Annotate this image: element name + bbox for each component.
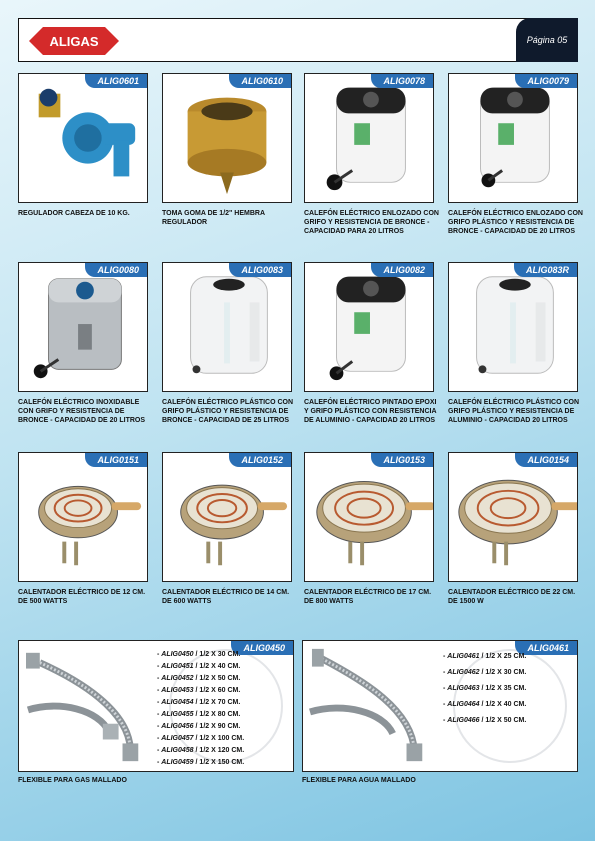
product-code: ALIG0080 <box>85 263 147 277</box>
product-code: ALIG0082 <box>371 263 433 277</box>
hose-spec: 1/2 X 70 CM. <box>199 699 241 706</box>
hose-list-item: - ALIG0462 / 1/2 X 30 CM. <box>443 669 527 676</box>
product-card <box>18 262 148 392</box>
product-caption: CALEFÓN ELÉCTRICO INOXIDABLE CON GRIFO Y RESISTENCIA DE BRONCE - CAPACIDAD DE 20 LITROS <box>18 399 146 424</box>
product-card <box>162 452 292 582</box>
product-code: ALIG0151 <box>85 453 147 467</box>
product-code: ALIG0610 <box>229 74 291 88</box>
product-code: ALIG083R <box>514 263 577 277</box>
hose-list-item: - ALIG0457 / 1/2 X 100 CM. <box>157 735 245 742</box>
product-image <box>305 263 433 391</box>
product-caption: CALEFÓN ELÉCTRICO PLÁSTICO CON GRIFO PLÁSTICO Y RESISTENCIA DE BRONCE - CAPACIDAD DE 25 LITROS <box>162 399 294 424</box>
product-code: ALIG0079 <box>515 74 577 88</box>
gas-hose-panel <box>18 640 294 772</box>
hose-list-item: - ALIG0452 / 1/2 X 50 CM. <box>157 675 241 682</box>
hose-list-item: - ALIG0450 / 1/2 X 30 CM. <box>157 651 241 658</box>
product-image <box>449 453 577 581</box>
product-code: ALIG0461 <box>515 641 577 655</box>
hose-spec: 1/2 X 100 CM. <box>199 735 245 742</box>
hose-spec: 1/2 X 25 CM. <box>485 653 527 660</box>
water-hose-image <box>303 641 577 771</box>
product-caption: CALENTADOR ELÉCTRICO DE 14 CM. DE 600 WATTS <box>162 589 290 605</box>
hose-code: ALIG0451 <box>161 663 194 670</box>
hose-spec: 1/2 X 60 CM. <box>199 687 241 694</box>
hose-code: ALIG0456 <box>161 723 194 730</box>
product-image <box>19 74 147 202</box>
product-code: ALIG0152 <box>229 453 291 467</box>
hose-list-item: - ALIG0463 / 1/2 X 35 CM. <box>443 685 527 692</box>
hose-spec: 1/2 X 90 CM. <box>199 723 241 730</box>
product-image <box>305 453 433 581</box>
product-caption: CALENTADOR ELÉCTRICO DE 22 CM. DE 1500 W <box>448 589 576 605</box>
product-image <box>19 263 147 391</box>
hose-code: ALIG0462 <box>447 669 480 676</box>
hose-list-item: - ALIG0454 / 1/2 X 70 CM. <box>157 699 241 706</box>
product-image <box>163 74 291 202</box>
hose-code: ALIG0461 <box>447 653 480 660</box>
hose-spec: 1/2 X 50 CM. <box>485 717 527 724</box>
product-code: ALIG0153 <box>371 453 433 467</box>
product-image <box>449 74 577 202</box>
hose-spec: 1/2 X 40 CM. <box>485 701 527 708</box>
aligas-logo <box>29 27 119 55</box>
product-caption: REGULADOR CABEZA DE 10 KG. <box>18 210 130 217</box>
hose-list-item: - ALIG0456 / 1/2 X 90 CM. <box>157 723 241 730</box>
hose-code: ALIG0458 <box>161 747 194 754</box>
water-hose-caption: FLEXIBLE PARA AGUA MALLADO <box>302 777 416 784</box>
hose-list-item: - ALIG0464 / 1/2 X 40 CM. <box>443 701 527 708</box>
product-caption: CALENTADOR ELÉCTRICO DE 12 CM. DE 500 WATTS <box>18 589 146 605</box>
product-caption: CALEFÓN ELÉCTRICO ENLOZADO CON GRIFO Y RESISTENCIA DE BRONCE - CAPACIDAD PARA 20 LITROS <box>304 210 439 235</box>
product-caption: CALEFÓN ELÉCTRICO ENLOZADO CON GRIFO PLÁSTICO Y RESISTENCIA DE BRONCE - CAPACIDAD DE 20 LITROS <box>448 210 583 235</box>
hose-list-item: - ALIG0461 / 1/2 X 25 CM. <box>443 653 527 660</box>
product-code: ALIG0078 <box>371 74 433 88</box>
product-card <box>18 452 148 582</box>
hose-spec: 1/2 X 35 CM. <box>485 685 527 692</box>
product-card <box>18 73 148 203</box>
hose-code: ALIG0463 <box>447 685 480 692</box>
hose-spec: 1/2 X 150 CM. <box>199 759 245 766</box>
hose-code: ALIG0454 <box>161 699 194 706</box>
water-hose-panel <box>302 640 578 772</box>
gas-hose-image <box>19 641 293 771</box>
svg-text:ALIGAS: ALIGAS <box>49 34 99 49</box>
hose-code: ALIG0455 <box>161 711 194 718</box>
product-image <box>19 453 147 581</box>
page-number: Página 05 <box>516 18 578 62</box>
product-caption: CALENTADOR ELÉCTRICO DE 17 CM. DE 800 WATTS <box>304 589 432 605</box>
gas-hose-list <box>157 649 244 769</box>
page-header <box>18 18 578 62</box>
product-card <box>162 262 292 392</box>
hose-list-item: - ALIG0453 / 1/2 X 60 CM. <box>157 687 241 694</box>
product-caption: CALEFÓN ELÉCTRICO PLÁSTICO CON GRIFO PLÁSTICO Y RESISTENCIA DE ALUMINIO - CAPACIDAD 20 LITROS <box>448 399 580 424</box>
product-code: ALIG0083 <box>229 263 291 277</box>
product-card <box>448 73 578 203</box>
hose-code: ALIG0466 <box>447 717 480 724</box>
water-hose-list <box>443 649 526 729</box>
hose-spec: 1/2 X 30 CM. <box>199 651 241 658</box>
hose-code: ALIG0450 <box>161 651 194 658</box>
hose-spec: 1/2 X 120 CM. <box>199 747 245 754</box>
hose-spec: 1/2 X 30 CM. <box>485 669 527 676</box>
hose-code: ALIG0452 <box>161 675 194 682</box>
product-image <box>163 263 291 391</box>
gas-hose-caption: FLEXIBLE PARA GAS MALLADO <box>18 777 127 784</box>
product-card <box>304 262 434 392</box>
product-image <box>163 453 291 581</box>
product-caption: CALEFÓN ELÉCTRICO PINTADO EPOXI Y GRIFO PLÁSTICO CON RESISTENCIA DE ALUMINIO - CAPACIDAD 20 LITROS <box>304 399 437 424</box>
hose-spec: 1/2 X 50 CM. <box>199 675 241 682</box>
product-card <box>448 262 578 392</box>
product-code: ALIG0601 <box>85 74 147 88</box>
product-image <box>305 74 433 202</box>
product-card <box>448 452 578 582</box>
hose-list-item: - ALIG0455 / 1/2 X 80 CM. <box>157 711 241 718</box>
hose-code: ALIG0457 <box>161 735 194 742</box>
product-card <box>304 452 434 582</box>
product-card <box>304 73 434 203</box>
product-caption: TOMA GOMA DE 1/2" HEMBRA REGULADOR <box>162 210 265 226</box>
hose-list-item: - ALIG0459 / 1/2 X 150 CM. <box>157 759 245 766</box>
product-card <box>162 73 292 203</box>
hose-code: ALIG0453 <box>161 687 194 694</box>
hose-code: ALIG0459 <box>161 759 194 766</box>
product-image <box>449 263 577 391</box>
hose-list-item: - ALIG0451 / 1/2 X 40 CM. <box>157 663 241 670</box>
product-code: ALIG0450 <box>231 641 293 655</box>
hose-spec: 1/2 X 80 CM. <box>199 711 241 718</box>
hose-code: ALIG0464 <box>447 701 480 708</box>
hose-list-item: - ALIG0466 / 1/2 X 50 CM. <box>443 717 527 724</box>
hose-list-item: - ALIG0458 / 1/2 X 120 CM. <box>157 747 245 754</box>
hose-spec: 1/2 X 40 CM. <box>199 663 241 670</box>
product-code: ALIG0154 <box>515 453 577 467</box>
